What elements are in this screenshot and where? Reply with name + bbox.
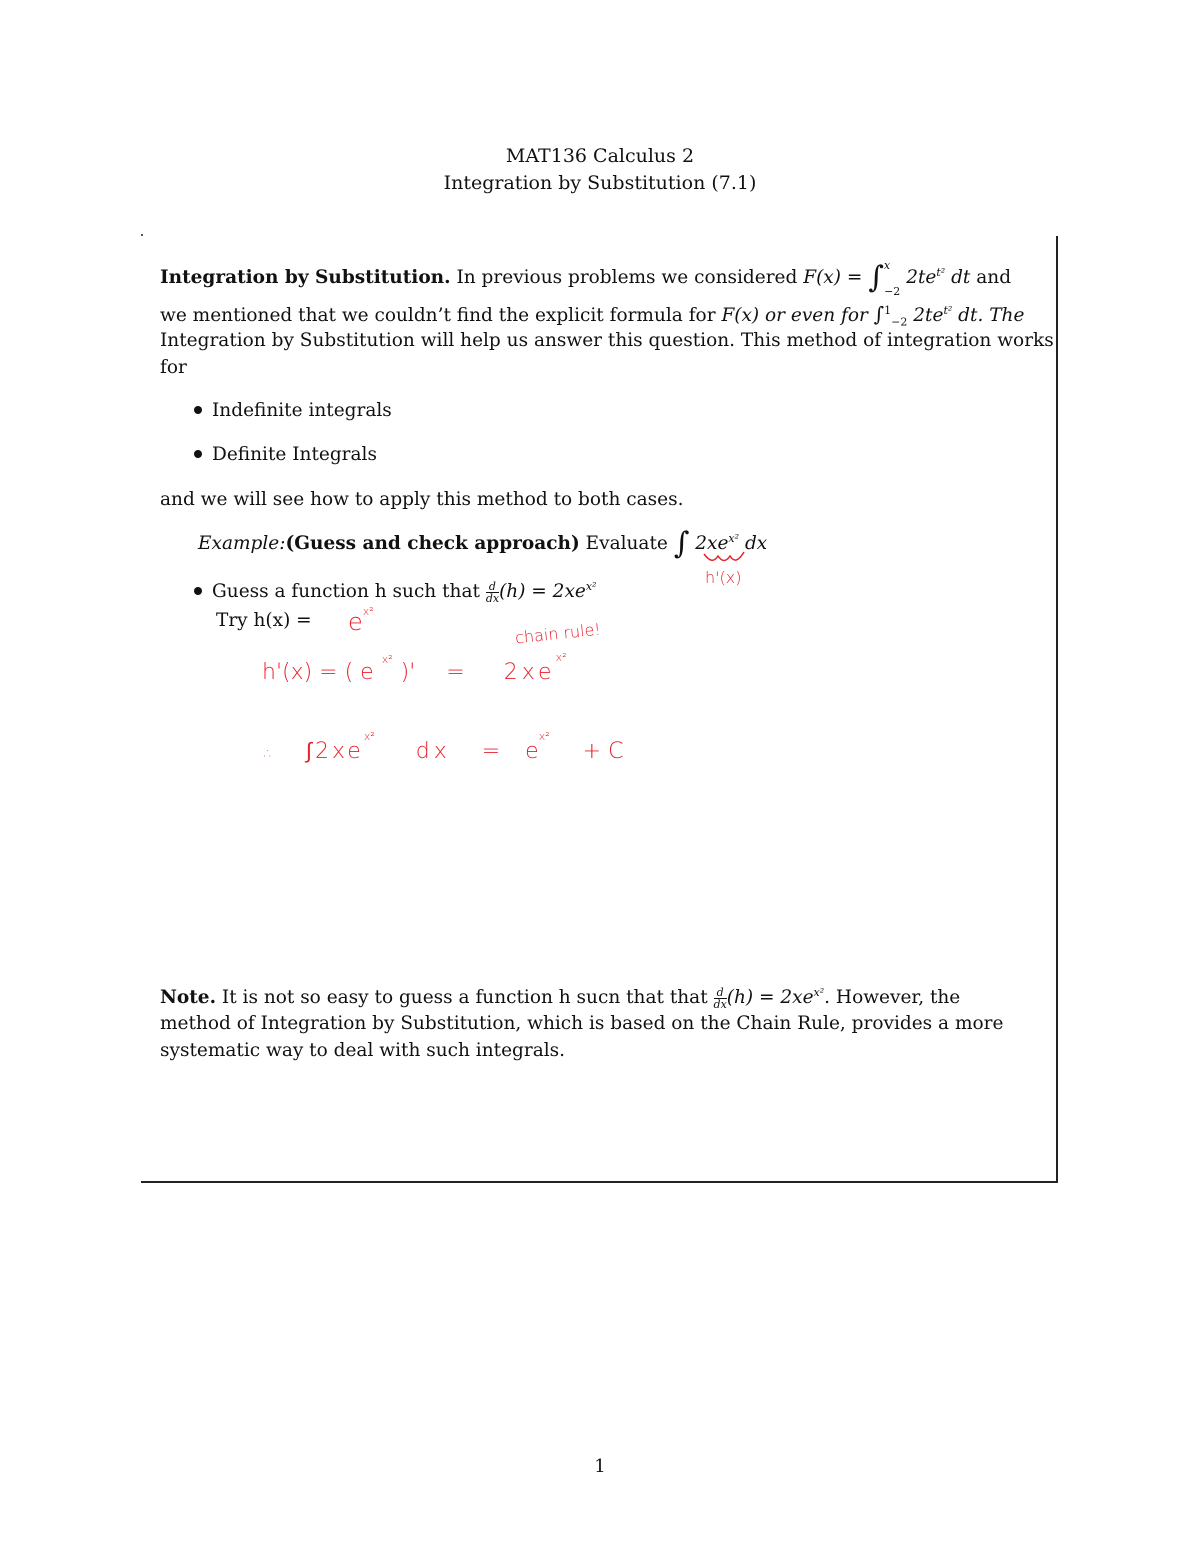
- section-title: Integration by Substitution (7.1): [443, 172, 757, 194]
- guess-line: Guess a function h such that $\frac{d}{dx}$ $(h) = 2xe^{x^2}$: [194, 580, 596, 604]
- course-title: MAT136 Calculus 2: [505, 145, 695, 167]
- intro-line-1: Integration by Substitution. In previous problems we considered F(x) = ∫$^x_{-2}$ $2te^{t^2}$ dt and: [160, 259, 1012, 298]
- note-line-1: Note. It is not so easy to guess a function h sucn that that $\frac{d}{dx}$ $(h) = 2xe^{x^2}$. However, the: [160, 985, 961, 1011]
- frame-right-border: [1056, 236, 1058, 1183]
- intro-line-4: for: [160, 357, 187, 378]
- example-line: Example:(Guess and check approach) Evaluate ∫ $2xe^{x^2}$ dx: [198, 526, 768, 561]
- bullet-item: Indefinite integrals: [194, 400, 392, 421]
- underbrace-label: h'(x): [705, 568, 742, 587]
- frame-bottom-border: [141, 1181, 1058, 1183]
- hw-integral-result: ∴ $\int 2xe^{x^2}$ dx = $e^{x^2} + C$: [264, 729, 624, 764]
- bullet-icon: [194, 406, 202, 414]
- note-line-3: systematic way to deal with such integrals.: [160, 1040, 566, 1061]
- intro-heading: Integration by Substitution.: [160, 267, 451, 288]
- underbrace-squiggle: [700, 548, 750, 566]
- bullet-icon: [194, 450, 202, 458]
- integral-sign: ∫: [868, 260, 884, 295]
- intro-line-2: we mentioned that we couldn’t find the explicit formula for F(x) or even for ∫$^1_{-2}$ $2te^{t^2}$ dt. The: [160, 302, 1025, 329]
- derivative-fraction: $\frac{d}{dx}$: [485, 579, 500, 605]
- integral-sign: ∫: [673, 526, 690, 561]
- integral-sign-small: ∫: [873, 302, 885, 326]
- bullet-item: Definite Integrals: [194, 444, 377, 465]
- hw-derivative-line: h'(x) = ( $e^{x^2})' = 2xe^{x^2}$: [262, 650, 567, 685]
- hw-try-answer: $e^{x^2}$: [348, 605, 374, 636]
- note-heading: Note.: [160, 987, 217, 1009]
- derivative-fraction: $\frac{d}{dx}$: [713, 985, 727, 1011]
- transition-text: and we will see how to apply this method to both cases.: [160, 489, 684, 510]
- hw-chain-rule: chain rule!: [514, 619, 602, 648]
- note-line-2: method of Integration by Substitution, which is based on the Chain Rule, provides a more: [160, 1013, 1004, 1034]
- page-number: 1: [594, 1456, 606, 1477]
- intro-line-3: Integration by Substitution will help us answer this question. This method of integration works: [160, 330, 1054, 351]
- try-line: Try h(x) =: [216, 610, 312, 631]
- bullet-icon: [194, 587, 202, 595]
- frame-corner-mark: [141, 234, 143, 236]
